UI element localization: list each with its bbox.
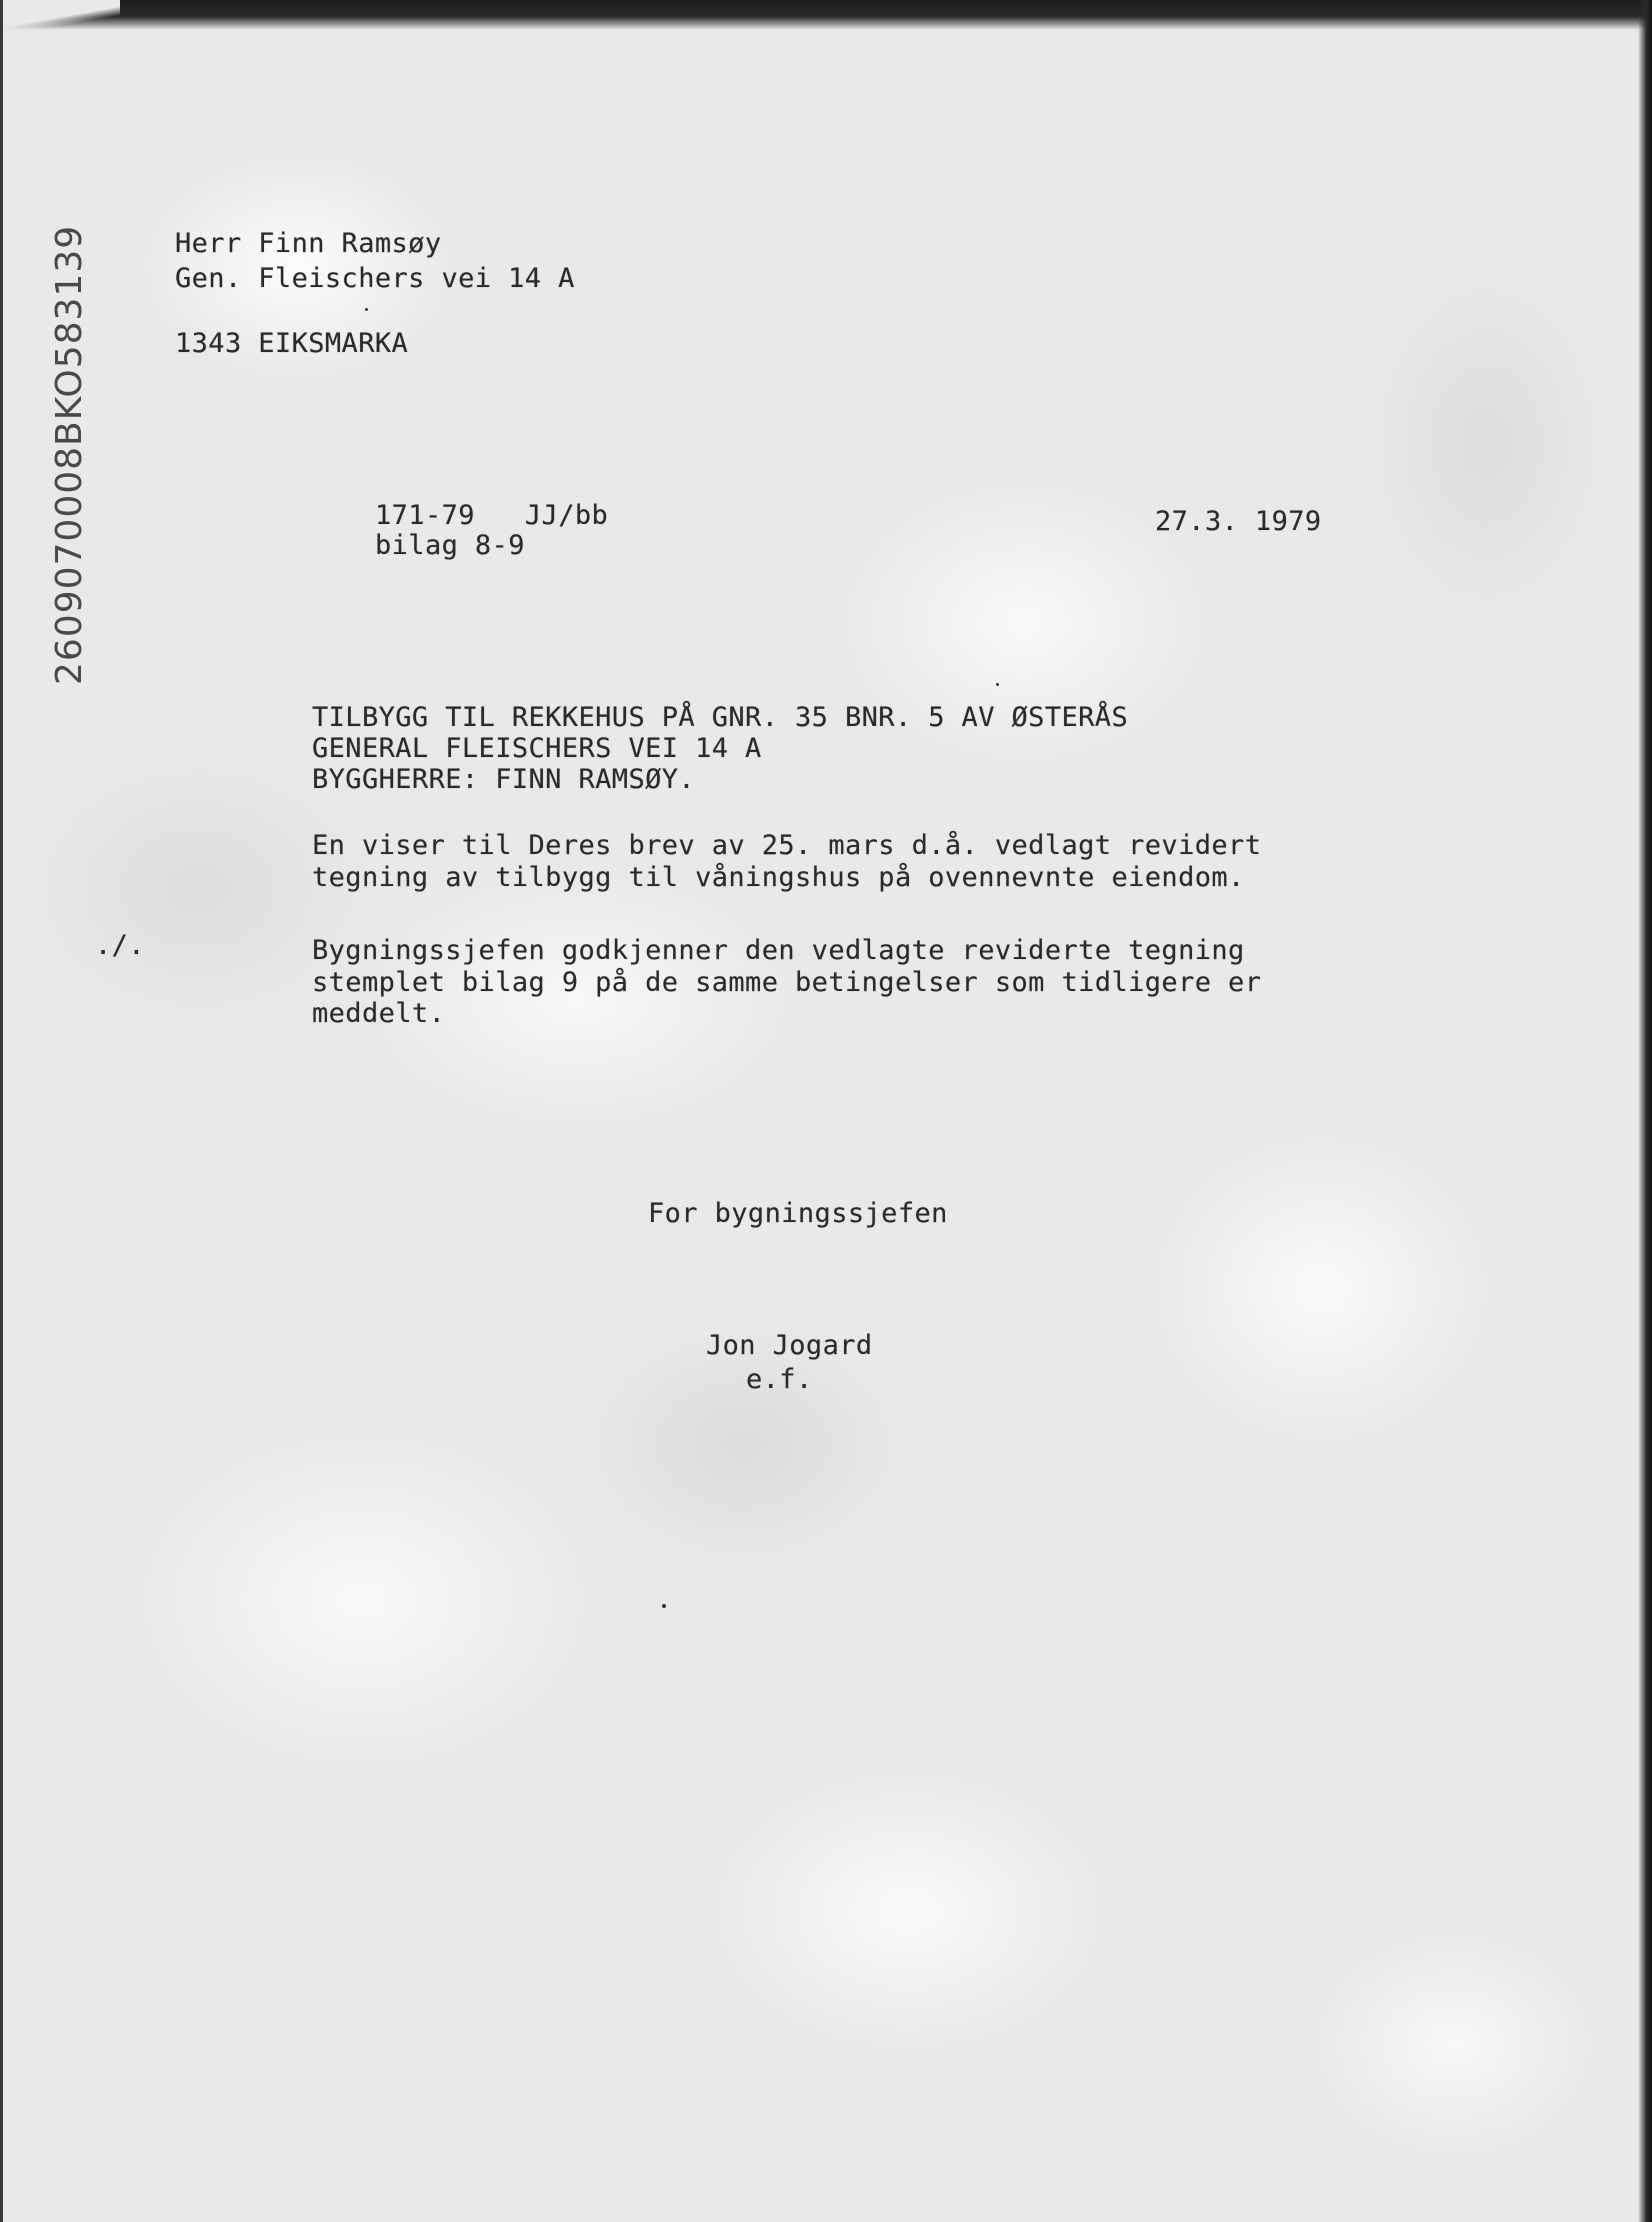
subject-line-2: GENERAL FLEISCHERS VEI 14 A xyxy=(312,733,762,764)
paragraph-1-line-1: En viser til Deres brev av 25. mars d.å. vedlagt revidert xyxy=(312,830,1262,861)
enclosure-mark: ./. xyxy=(95,930,145,961)
subject-line-1: TILBYGG TIL REKKEHUS PÅ GNR. 35 BNR. 5 AV ØSTERÅS xyxy=(312,702,1129,733)
recipient-postal: 1343 EIKSMARKA xyxy=(175,328,409,359)
scan-right-edge xyxy=(1638,0,1652,2222)
scan-left-edge xyxy=(0,0,3,2222)
signatory-ef: e.f. xyxy=(746,1364,813,1395)
letter-date: 27.3. 1979 xyxy=(1155,506,1322,537)
subject-line-3: BYGGHERRE: FINN RAMSØY. xyxy=(312,764,696,795)
document-id-stamp: 2609070008BKO583139 xyxy=(49,224,90,685)
recipient-street: Gen. Fleischers vei 14 A xyxy=(175,263,575,294)
recipient-name: Herr Finn Ramsøy xyxy=(175,228,442,259)
paragraph-2-line-1: Bygningssjefen godkjenner den vedlagte reviderte tegning xyxy=(312,935,1245,966)
reference-attachment: bilag 8-9 xyxy=(375,530,525,561)
reference-number: 171-79 JJ/bb xyxy=(375,500,609,531)
paper-speck xyxy=(996,683,999,686)
scan-top-edge xyxy=(0,0,1652,30)
paragraph-2-line-3: meddelt. xyxy=(312,998,446,1029)
paper-speck xyxy=(365,308,368,311)
paragraph-2-line-2: stemplet bilag 9 på de samme betingelser som tidligere er xyxy=(312,967,1262,998)
paragraph-1-line-2: tegning av tilbygg til våningshus på ovennevnte eiendom. xyxy=(312,862,1245,893)
scan-top-corner xyxy=(0,0,120,40)
closing-for-line: For bygningssjefen xyxy=(648,1198,948,1229)
paper-speck xyxy=(662,1604,666,1608)
signatory-name: Jon Jogard xyxy=(706,1330,873,1361)
